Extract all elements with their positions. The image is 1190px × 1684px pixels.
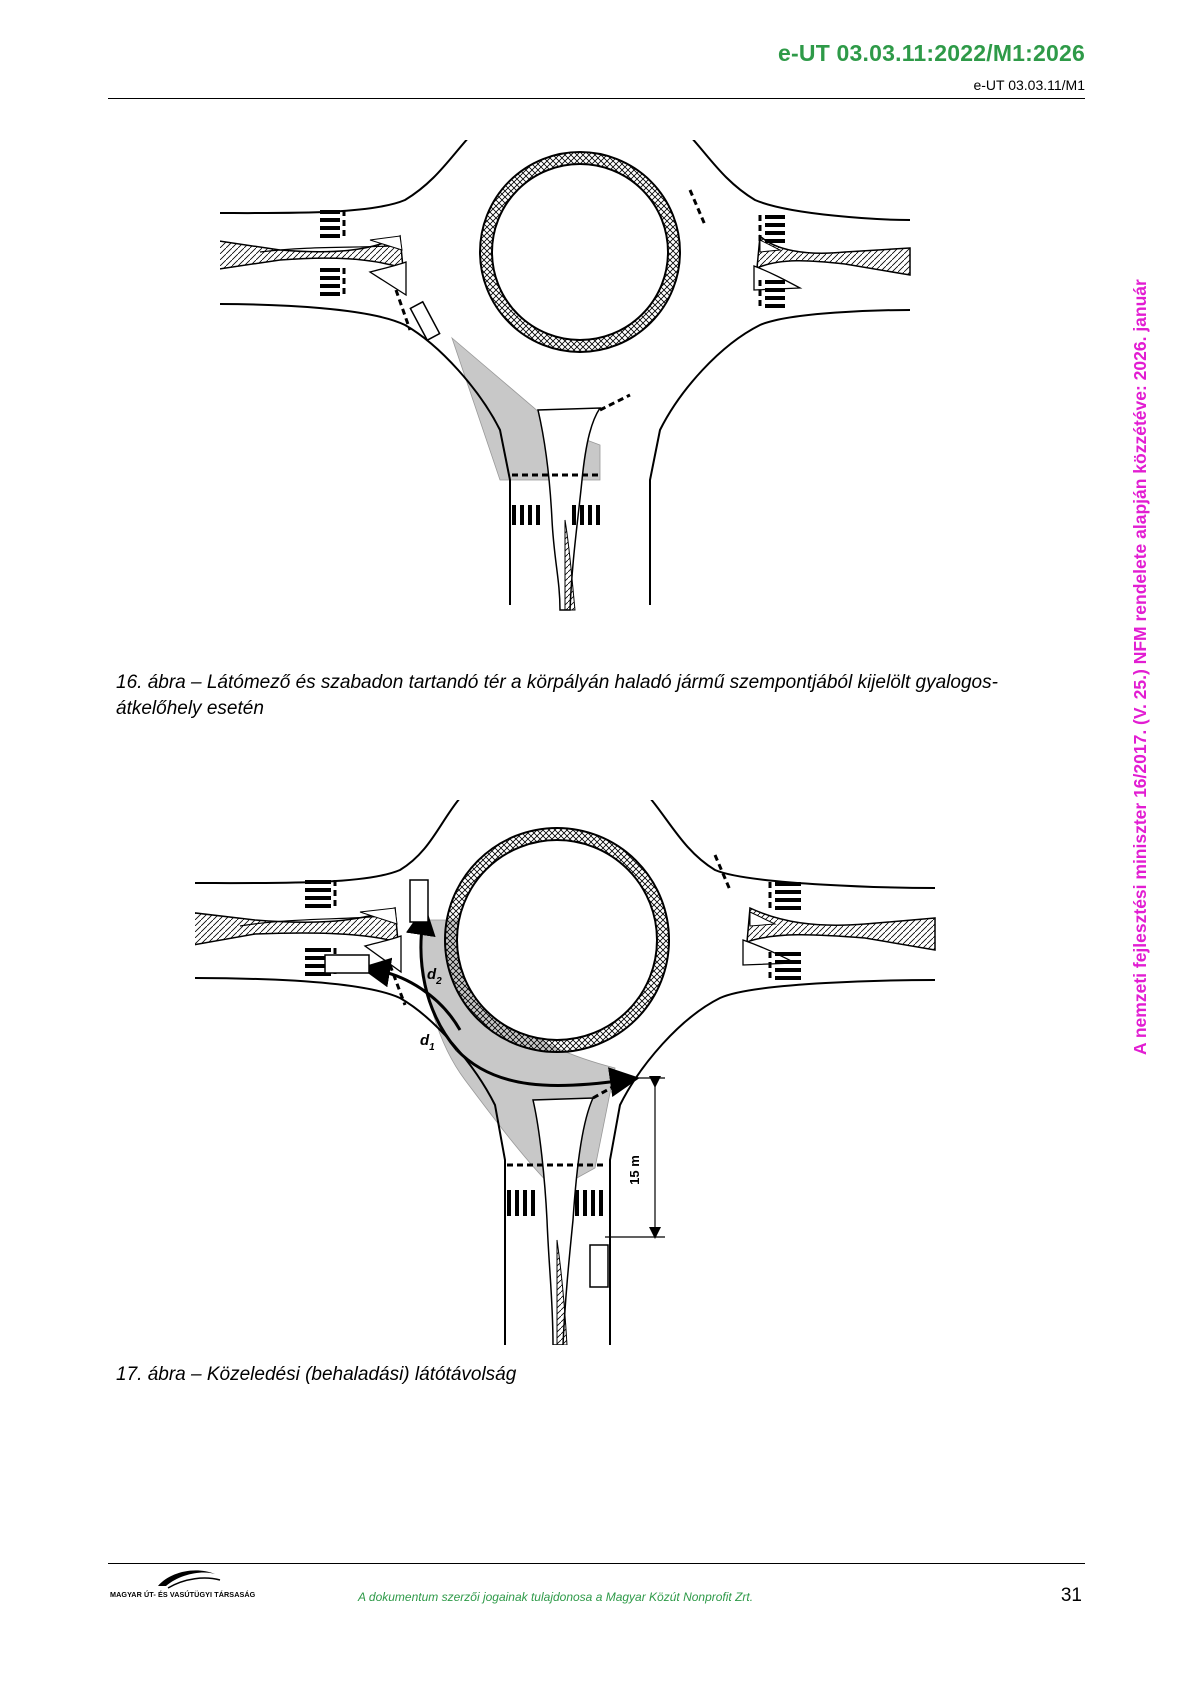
vehicle-circulating	[410, 302, 439, 340]
document-code-short: e-UT 03.03.11/M1	[973, 77, 1085, 93]
footer-rule	[108, 1563, 1085, 1564]
vehicle-north	[410, 880, 428, 922]
logo-text: MAGYAR ÚT- ÉS VASÚTÜGYI TÁRSASÁG	[110, 1590, 256, 1599]
copyright-notice: A dokumentum szerzői jogainak tulajdonosa a Magyar Közút Nonprofit Zrt.	[358, 1590, 754, 1604]
document-code: e-UT 03.03.11:2022/M1:2026	[778, 40, 1085, 66]
publication-note: A nemzeti fejlesztési miniszter 16/2017. (V. 25.) NFM rendelete alapján közzétéve: 2026. január	[1130, 279, 1150, 1055]
vehicle-west	[325, 955, 369, 973]
society-logo	[110, 1568, 270, 1604]
page-number: 31	[1060, 1585, 1082, 1606]
header-rule	[108, 98, 1085, 99]
dimension-label: 15 m	[627, 1155, 642, 1185]
logo-swoosh-icon	[110, 1568, 270, 1590]
vehicle-south	[590, 1245, 608, 1287]
figure-16-roundabout-diagram	[220, 140, 980, 650]
label-d1: $d_1$	[420, 1032, 435, 1053]
label-d2: $d_2$	[427, 966, 442, 987]
splitter-island-east	[747, 908, 935, 950]
figure-17-roundabout-diagram	[195, 800, 1005, 1345]
figure-17-caption: 17. ábra – Közeledési (behaladási) látótávolság	[116, 1364, 517, 1385]
figure-16-caption: 16. ábra – Látómező és szabadon tartandó tér a körpályán haladó jármű szempontjából kijelölt gyalogos-átkelőhely esetén	[116, 672, 998, 719]
